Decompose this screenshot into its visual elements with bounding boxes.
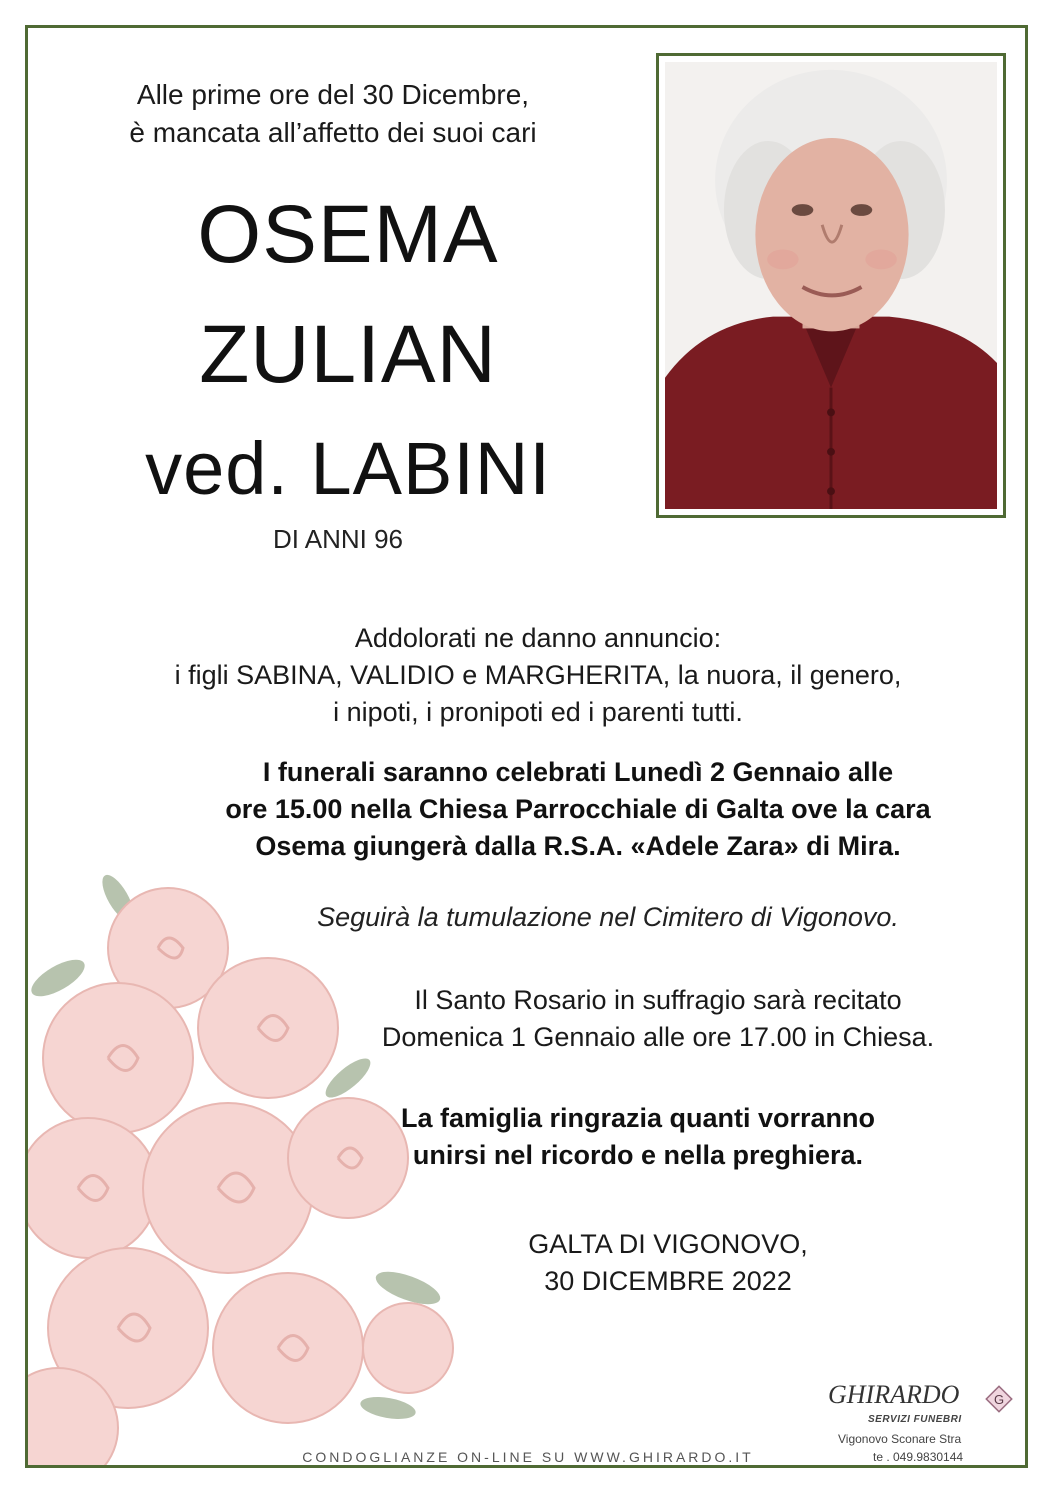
thanks-line-1: La famiglia ringrazia quanti vorranno [400,1103,876,1133]
funeral-text [158,754,998,865]
funeral-line-1: I funerali saranno celebrati Lunedì 2 Gennaio alle [262,757,894,787]
burial-text: Seguirà la tumulazione nel Cimitero di Vigonovo. [317,902,899,932]
last-name: ZULIAN [199,309,497,400]
intro-text [68,76,598,152]
rosary-text [328,982,988,1056]
logo-address: Vigonovo Sconare Stra [838,1432,962,1446]
thanks-line-2: unirsi nel ricordo e nella preghiera. [412,1140,864,1170]
rosary-line-2: Domenica 1 Gennaio alle ore 17.00 in Chiesa. [381,1022,935,1052]
age-text: DI ANNI 96 [272,524,404,554]
funeral-line-3: Osema giungerà dalla R.S.A. «Adele Zara» di Mira. [255,831,901,861]
logo-phone: te . 049.9830144 [873,1450,964,1464]
announcement-line-2: i figli SABINA, VALIDIO e MARGHERITA, la nuora, il genero, [174,660,902,690]
portrait-illustration [665,62,997,509]
date-text: 30 DICEMBRE 2022 [544,1266,792,1296]
logo-name: GHIRARDO [828,1380,960,1409]
funeral-home-logo [828,1376,1028,1468]
funeral-line-2: ore 15.00 nella Chiesa Parrocchiale di Galta ove la cara [225,794,931,824]
announcement-text [88,620,988,731]
photo-frame [656,53,1006,518]
widow-of: ved. LABINI [145,427,551,510]
intro-line-1: Alle prime ore del 30 Dicembre, [136,79,530,110]
rosary-line-1: Il Santo Rosario in suffragio sarà recitato [414,985,902,1015]
first-name: OSEMA [197,189,499,280]
announcement-line-1: Addolorati ne danno annuncio: [354,623,722,653]
place-date [458,1226,878,1300]
thanks-text [358,1100,918,1174]
portrait-photo [665,62,997,509]
logo-diamond-icon [984,1384,1014,1414]
announcement-line-3: i nipoti, i pronipoti ed i parenti tutti. [333,697,743,727]
logo-subtitle: SERVIZI FUNEBRI [868,1414,962,1425]
intro-line-2: è mancata all’affetto dei suoi cari [129,117,537,148]
condolences-footer: CONDOGLIANZE ON-LINE SU WWW.GHIRARDO.IT [302,1449,754,1465]
notice-frame [25,25,1028,1468]
place-text: GALTA DI VIGONOVO, [528,1229,808,1259]
logo-letter: G [993,1392,1005,1407]
